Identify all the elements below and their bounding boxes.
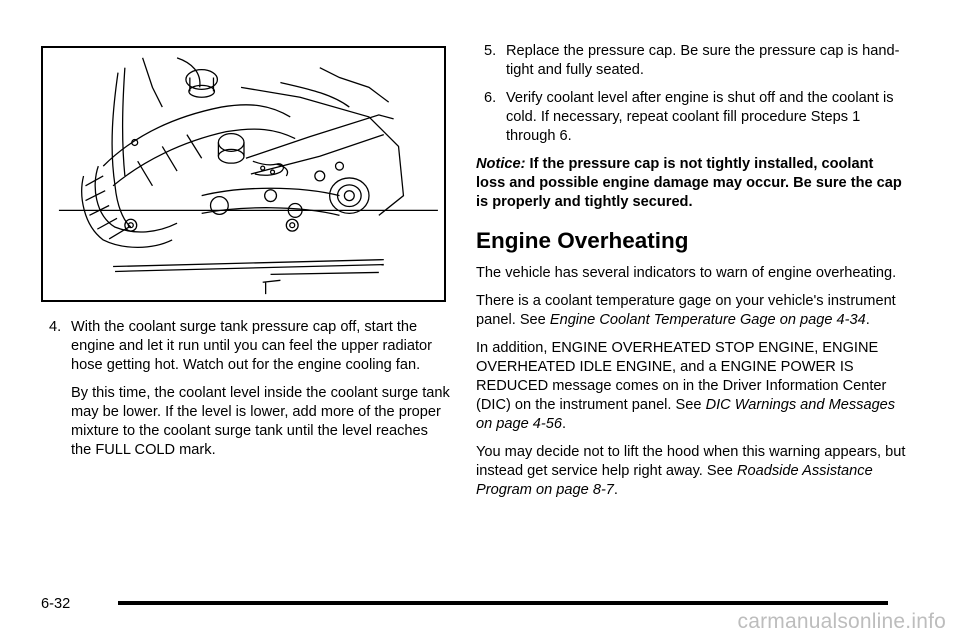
step-text: With the coolant surge tank pressure cap off, start the engine and let it run until you can feel the upper radiator hose getting hot. Watch out for the engine cooling fan. <box>71 319 433 373</box>
step-number: 5. <box>484 43 497 59</box>
step-4-paragraph: By this time, the coolant level inside the coolant surge tank may be lower. If the level is lower, add more of the proper mixture to the coolant surge tank until the level reaches the FULL COLD mark. <box>71 385 450 458</box>
cross-reference-link[interactable]: DIC Warnings and Messages on page 4-56 <box>476 397 896 432</box>
step-text: Replace the pressure cap. Be sure the pressure cap is hand-tight and fully seated. <box>506 43 900 78</box>
paragraph-4 <box>476 443 906 500</box>
step-number: 4. <box>49 319 62 335</box>
notice <box>476 155 906 212</box>
paragraph-text: You may decide not to lift the hood when this warning appears, but instead get service help right away. See <box>476 444 906 479</box>
right-column <box>476 42 906 509</box>
step-4 <box>41 318 451 375</box>
engine-coolant-cap-icon <box>43 48 444 300</box>
paragraph-2 <box>476 292 906 330</box>
cross-reference-link[interactable]: Engine Coolant Temperature Gage on page 4-34 <box>549 312 866 328</box>
paragraph-end: . <box>865 312 870 328</box>
section-heading: Engine Overheating <box>476 228 689 253</box>
notice-label: Notice: <box>476 156 526 172</box>
watermark: carmanualsonline.info <box>737 610 946 633</box>
paragraph-text: There is a coolant temperature gage on your vehicle's instrument panel. See <box>476 293 896 328</box>
paragraph-end: . <box>562 416 567 432</box>
left-column <box>41 318 451 469</box>
paragraph-text: In addition, ENGINE OVERHEATED STOP ENGINE, ENGINE OVERHEATED IDLE ENGINE, and a ENGINE POWER IS REDUCED message comes on in the Driver Information Center (DIC) on the instrument panel. See <box>476 340 887 413</box>
cross-reference-link[interactable]: Roadside Assistance Program on page 8-7 <box>476 463 873 498</box>
paragraph-1: The vehicle has several indicators to warn of engine overheating. <box>476 265 897 281</box>
paragraph-3 <box>476 339 906 434</box>
page-number: 6-32 <box>41 596 71 612</box>
paragraph-end: . <box>613 482 618 498</box>
engine-illustration <box>41 46 446 302</box>
step-6 <box>476 89 906 146</box>
footer-rule <box>118 601 888 605</box>
step-number: 6. <box>484 90 497 106</box>
notice-text: If the pressure cap is not tightly installed, coolant loss and possible engine damage may occur. Be sure the cap is properly and tightly secured. <box>476 156 902 210</box>
step-5 <box>476 42 906 80</box>
step-text: Verify coolant level after engine is shut off and the coolant is cold. If necessary, repeat coolant fill procedure Steps 1 through 6. <box>506 90 894 144</box>
